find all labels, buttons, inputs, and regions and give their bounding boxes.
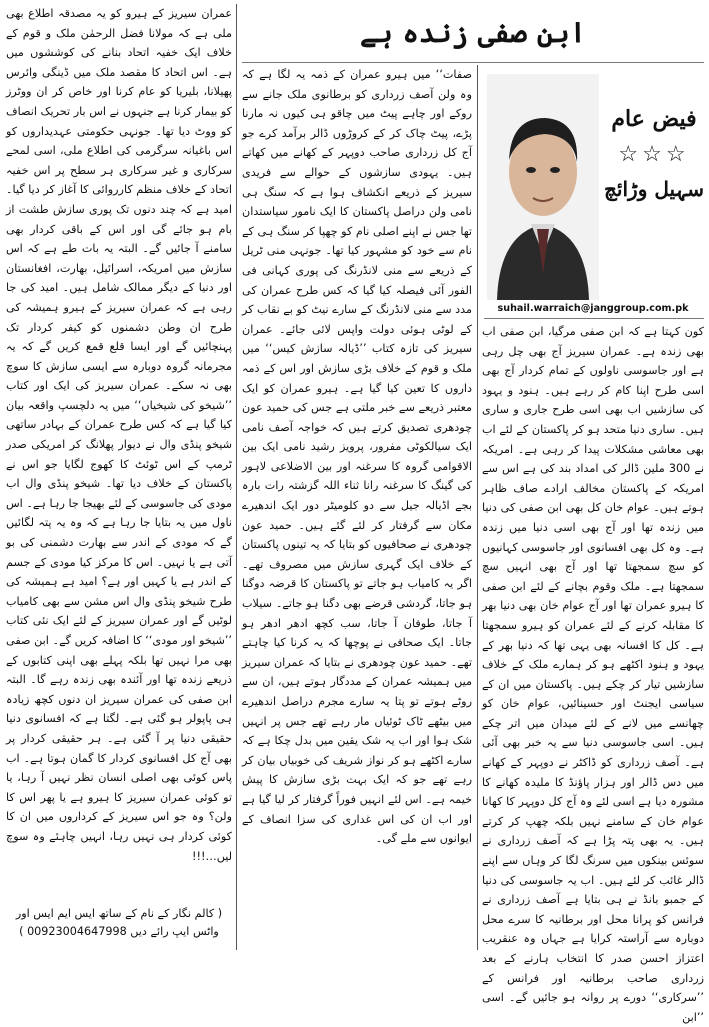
article-text-left: عمران سیریز کے ہیرو کو یہ مصدقہ اطلاع بھی ملی ہے کہ مولانا فضل الرحمٰن ملک و قوم کے خلاف ایک خفیہ اتحاد بنانے کی کوششوں میں ہے۔ اس اتحاد کا مقصد ملک میں ڈینگی وائرس پھیلانا، بلیریا کو عام کرنا اور خاص کر ان ووٹرز کو بیمار کرنا ہے جنہوں نے اس بار تحریک انصاف کو ووٹ دیا تھا۔ جونہی حکومتی عہدیداروں کو اس باغیانہ سرگرمی کی اطلاع ملی، اسی لمحے سرکاری و غیر سرکاری ہر سطح پر اس خفیہ اتحاد کے خلاف منظم کارروائی کا آغاز کر دیا گیا۔ امید ہے کہ چند دنوں تک پوری سازش طشت از بام ہو جائے گی اور اس کے باقی کردار بھی سامنے آ جائیں گے۔ البتہ یہ بات طے ہے کہ اس سازش میں امریکہ، اسرائیل، بھارت، افغانستان اور دنیا کے دیگر ممالک شامل ہیں۔ امید کی جا رہی ہے کہ عمران سیریز کے ہیرو ہمیشہ کی طرح ان وطن دشمنوں کو کیفر کردار تک پہنچائیں گے اور ایسا قلع قمع کریں گے کہ یہ مجرمانہ گروہ دوبارہ سے ایسی سازش کا سوچ بھی نہ سکے۔ عمران سیریز کی ایک اور کتاب ’’شیخو کی شیخیاں‘‘ میں یہ دلچسپ واقعہ بیان کیا گیا ہے کہ کس طرح عمران کے بہادر ساتھی شیخو پنڈی وال نے دیوار پھلانگ کر امریکی صدر ٹرمپ کے اس ٹوئٹ کا کھوج لگایا جو اس نے پاکستان کے خلاف دیا تھا۔ شیخو پنڈی وال اب مودی کی جاسوسی کے لئے بھیجا جا رہا ہے۔ اس ناول میں یہ بتایا جا رہا ہے کہ وہ یہ پتہ لگائیں گے کہ مودی کے اندر سے بھارت دشمنی کی بو آتی ہے یا نہیں۔ اس کا مرکز کیا مودی کے جسم کے اندر ہے یا کہیں اور ہے؟ امید ہے ہمیشہ کی طرح شیخو پنڈی وال اس مشن سے بھی کامیاب لوٹیں گے اور عمران سیریز کے لئے ایک نئی کتاب ’’شیخو اور مودی‘‘ کا اضافہ کریں گے۔ ابن صفی بھی مرا نہیں تھا بلکہ پہلے بھی اپنی کتابوں کے ذریعے زندہ تھا اور آئندہ بھی زندہ رہے گا۔ البتہ ابن صفی کی عمران سیریز ان دنوں کچھ زیادہ ہی پاپولر ہو گئی ہے۔ لگتا ہے کہ افسانوی دنیا حقیقی دنیا پر آ گئی ہے۔ ہر حقیقی کردار پر بھی آج کل افسانوی کردار کا گمان ہوتا ہے۔ اب پاس کوئی بھی اصلی انسان نظر نہیں آ رہا، یا تو کوئی عمران سیریز کا ہیرو ہے یا پھر اس کا ولن؟ وہ جو اس سیریز کے کرداروں میں ان کا کوئی کردار ہی نہیں رہا، انہیں چاہئے وہ سوچ لیں…!!! [6, 7, 232, 863]
column-divider-right [477, 65, 478, 950]
author-portrait-icon [487, 74, 599, 300]
headline-box [242, 4, 704, 60]
article-column-middle [242, 65, 472, 950]
author-name: سہیل وڑائچ [604, 177, 704, 201]
column-name: فیض عام [611, 106, 697, 132]
author-photo [487, 74, 599, 300]
email-divider [484, 318, 704, 319]
article-column-left [6, 4, 232, 900]
headline-divider [242, 62, 704, 63]
footer-note: ( کالم نگار کے نام کے ساتھ ایس ایم ایس اور واٹس ایپ رائے دیں 00923004647998 ) [15, 907, 223, 938]
star-rating-icon: ☆☆☆ [618, 142, 690, 167]
article-column-right [482, 322, 705, 1024]
author-email: suhail.warraich@janggroup.com.pk [497, 303, 689, 314]
article-text-right: کون کہتا ہے کہ ابن صفی مرگیا، ابن صفی اب بھی زندہ ہے۔ عمران سیریز آج بھی چل رہی ہے اور جاسوسی ناولوں کے تمام کردار آج بھی اسی طرح اپنا کام کر رہے ہیں۔ ہنود و یہود کی سازشیں اب بھی اسی طرح جاری و ساری ہیں۔ ساری دنیا متحد ہو کر پاکستان کے لئے اب بھی معاشی مشکلات پیدا کر رہی ہے۔ امریکہ نے 300 ملین ڈالر کی امداد بند کی ہے اس سے امریکہ کے پاکستان مخالف ارادے صاف ظاہر ہوتے ہیں۔ عوام خان کل بھی ابن صفی کی دنیا میں زندہ تھا اور آج بھی اسی دنیا میں زندہ ہے۔ وہ کل بھی افسانوی اور جاسوسی کہانیوں کو سچ سمجھتا تھا اور آج بھی انہیں سچ سمجھتا ہے۔ ملک وقوم بچانے کے لئے ابن صفی کا ہیرو عمران تھا اور آج عوام خان بھی دنیا بھر کا مقابلہ کرنے کے لئے عمران کو ہیرو سمجھتا ہے۔ کل کا افسانہ بھی یہی تھا کہ دنیا بھر کے یہود و ہنود اکٹھے ہو کر ہمارے ملک کے خلاف سازشیں تیار کر چکے ہیں۔ پاکستان میں ان کے سیاسی ایجنٹ اور حسینائیں، عوام خان کو چھانسے میں لانے کے لئے میدان میں اتر چکے ہیں۔ اسی جاسوسی دنیا سے یہ خبر بھی آئی ہے۔ آصف زرداری کو ڈاکٹر نے دوپہر کے کھانے میں دس ڈالر اور ہزار پاؤنڈ کا ملیدہ کھانے کا مشورہ دیا ہے اسی لئے وہ آج کل دوپہر کا کھانا عوام خان کے سامنے نہیں بلکہ چھپ کر کرتے ہیں۔ یہ بھی پتہ پڑا ہے کہ آصف زرداری نے سوئس بینکوں میں سرنگ لگا کر وہاں سے اپنے ڈالر غائب کر لئے ہیں۔ اب یہ جاسوسی کی دنیا کے جمبو بانڈ نے ہی بتایا ہے آصف زرداری نے فرانس کو پرانا محل اور برطانیہ کا سرے محل دوبارہ سے آراستہ کرایا ہے جہاں وہ عنقریب اعتزاز احسن صدر کا انتخاب ہارنے کے بعد زرداری صاحب برطانیہ اور فرانس کے ’’سرکاری‘‘ دورے پر روانہ ہو جائیں گے۔ اسی ’’ابن [482, 325, 705, 1024]
page-title: ابن صفی زندہ ہے [359, 15, 587, 49]
column-divider-left [236, 4, 237, 950]
author-byline [604, 74, 704, 300]
article-text-middle: صفات‘‘ میں ہیرو عمران کے ذمہ یہ لگا ہے کہ وہ ولن آصف زرداری کو برطانوی ملک جانے سے روکے اور چاہے پیٹ میں چاقو ہی کیوں نہ مارنا پڑے، پیٹ چاک کر کے کروڑوں ڈالر برآمد کرے جو آج کل زرداری صاحب دوپہر کے کھانے میں کھاتے ہیں۔ یہودی سازشوں کے حوالے سے فریدی سیریز کے ذریعے انکشاف ہوا ہے کہ سنگ ہی نامی ولن دراصل پاکستان کا ایک نامور سیاستدان تھا جس نے اپنے اصلی نام کو چھپا کر سنگ ہی کے نام سے خود کو مشہور کیا تھا۔ جونہی منی ٹریل کے ذریعے سے منی لانڈرنگ کی پوری کہانی فی الفور آئی فیصلہ کیا گیا کہ کس طرح عمران کی مدد سے منی لانڈرنگ کے سارے نیٹ کو بے نقاب کر کے لوٹی ہوئی دولت واپس لائی جائے۔ عمران سیریز کی تازہ کتاب ’’ڈیالہ سازش کیس‘‘ میں ملک و قوم کے خلاف بڑی سازش اور اس کے ذمہ داروں کا تعین کیا گیا ہے۔ ہیرو عمران کو ایک معتبر ذریعے سے خبر ملتی ہے جس کی حمید عون چودھری تصدیق کرتے ہیں کہ خواجہ آصف نامی ایک سیالکوٹی مفرور، پرویز رشید نامی ایک بین الاقوامی گروہ کا سرغنہ اور بین الاضلاعی لاہور کی گینگ کا سرغنہ رانا ثناء اللہ گزشتہ رات بارہ بجے اڈیالہ جیل سے دو کلومیٹر دور ایک اندھیرے مکان سے گرفتار کر لئے گئے ہیں۔ حمید عون چودھری نے صحافیوں کو بتایا کہ یہ تینوں پاکستان کے خلاف ایک گہری سازش میں مصروف تھے۔ اگر یہ کامیاب ہو جاتے تو پاکستان کا قرضہ دوگنا ہو جاتا، گردشی قرضے بھی دگنا ہو جاتے۔ سیلاب آ جاتا، طوفان آ جاتا، سب کچھ ادھر ادھر ہو جاتا۔ ایک صحافی نے پوچھا کہ یہ کرنا کیا چاہتے تھے۔ حمید عون چودھری نے بتایا کہ عمران سیریز میں ہمیشہ عمران کے مددگار ہوتے ہیں، ان سے روٹے ہوتے تو پتا یہ سارے مجرم دراصل اندھیرے میں بیٹھے ٹاک ٹوئیاں مار رہے تھے جس پر انہیں شک ہوا اور اب یہ شک یقین میں بدل چکا ہے کہ سارے اکٹھے ہو کر نواز شریف کی خوبیاں بیان کر رہے تھے جو کہ ایک بہت بڑی سازش کا پیش خیمہ ہے۔ اس لئے انہیں فوراً گرفتار کر لیا گیا ہے اور اب ان کی اس غداری کی سزا انصاف کے ایوانوں سے ملے گی۔ [241, 68, 472, 846]
